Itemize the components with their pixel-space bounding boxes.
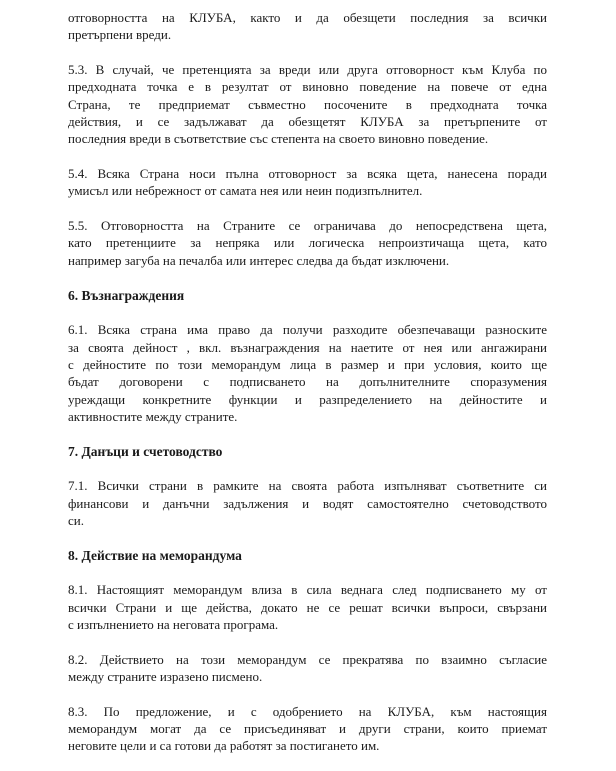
text-line: отговорността на КЛУБА, както и да обезщети последния за всички [68,10,547,25]
para-8-3 [68,703,547,755]
text-line: последния вреди в съответствие със степента на своето виновно поведение. [68,131,489,147]
para-8-2 [68,651,547,686]
text-line: 7.1. Всички страни в рамките на своята работа изпълняват съответните си [68,478,547,494]
text-line: за своята дейност , вкл. възнаграждения на наетите от нея или ангажирани [68,339,547,355]
text-line: си. [68,512,84,528]
para-7-1 [68,477,547,529]
para-continuation [68,9,547,44]
text-line: 8.2. Действието на този меморандум се прекратява по взаимно съгласие [68,651,547,667]
text-line: активностите между страните. [68,408,238,424]
para-6-1 [68,321,547,425]
text-line: 5.3. В случай, че претенцията за вреди или друга отговорност към Клуба по [68,62,547,78]
text-line: 8.3. По предложение, и с одобрението на КЛУБА, към настоящия [68,703,547,719]
text-line: с дейностите по този меморандум лица в размер и при условия, които ще [68,356,547,372]
para-8-1 [68,581,547,633]
text-line: действия, и се задължават да обезщетят КЛУБА за претърпените от [68,114,547,130]
para-5-4 [68,165,547,200]
text-line: 8.1. Настоящият меморандум влиза в сила веднага след подписването му от [68,582,547,598]
text-line: финансови и данъчни задължения и водят самостоятелно счетоводството [68,495,547,511]
text-line: 5.5. Отговорността на Страните се ограничава до непосредствена щета, [68,218,547,234]
heading-section-7: 7. Данъци и счетоводство [68,443,223,459]
text-line: с изпълнението на неговата програма. [68,617,279,633]
text-line: например загуба на печалба или интерес следва да бъдат изключени. [68,252,450,268]
text-line: уреждащи конкретните функции и разпределението на дейностите и [68,391,547,407]
text-line: 6.1. Всяка страна има право да получи разходите обезпечаващи разноските [68,322,547,338]
text-line: бъдат договорени с подписването на допълнителните споразумения [68,374,547,390]
para-5-5 [68,217,547,269]
text-line: между страните изразено писмено. [68,669,263,685]
text-line: 5.4. Всяка Страна носи пълна отговорност за всяка щета, нанесена поради [68,166,547,182]
text-line: всички Страни и ще действа, докато не се решат всички въпроси, свързани [68,599,547,615]
text-line: умисъл или небрежност от самата нея или неин подизпълнител. [68,183,423,199]
text-line: като претенциите за непряка или логическа непроизтичаща щета, като [68,235,547,251]
heading-section-6: 6. Възнаграждения [68,287,185,303]
text-line: меморандум могат да се присъединяват и други страни, които приемат [68,721,547,737]
text-line: Страна, те предприемат съвместно посочените в предходната точка [68,96,547,112]
heading-section-8: 8. Действие на меморандума [68,547,242,563]
text-line: неговите цели и са готови да работят за постигането им. [68,738,380,754]
para-5-3 [68,61,547,148]
text-line: предходната точка е в резултат от виновно поведение на повече от една [68,79,547,95]
text-line: претърпени вреди. [68,27,172,43]
